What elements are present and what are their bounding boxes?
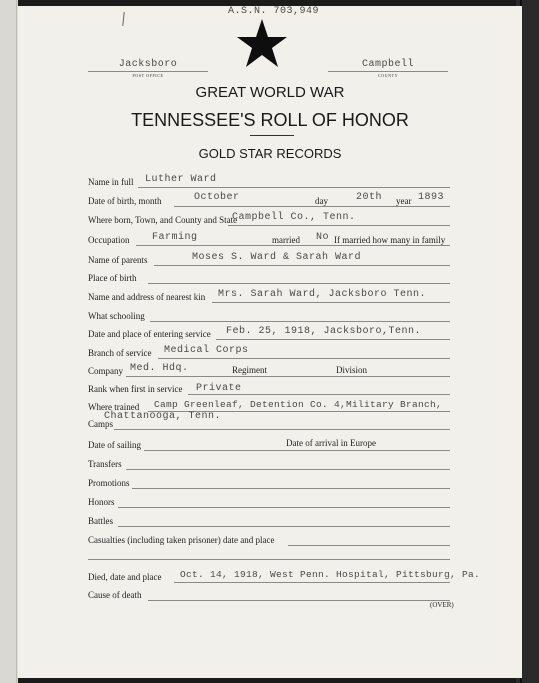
rank-label: Rank when first in service [88,384,183,394]
place-of-birth-label: Place of birth [88,273,137,283]
camps-label: Camps [88,419,114,429]
kin-value: Mrs. Sarah Ward, Jacksboro Tenn. [218,289,427,300]
occupation-value: Farming [152,232,198,243]
company-value: Med. Hdq. [130,363,189,374]
title-great-world-war: GREAT WORLD WAR [195,84,345,101]
battles-label: Battles [88,516,113,526]
died-value: Oct. 14, 1918, West Penn. Hospital, Pittsburg, Pa. [180,569,481,580]
parents-label: Name of parents [88,255,148,265]
cause-label: Cause of death [88,590,142,600]
title-roll-of-honor: TENNESSEE'S ROLL OF HONOR [131,110,409,130]
where-born-value: Campbell Co., Tenn. [232,212,356,223]
occupation-label: Occupation [88,235,130,245]
pencil-mark [122,12,124,26]
entering-label: Date and place of entering service [88,329,211,339]
where-born-label: Where born, Town, and County and State [88,215,238,225]
married-label: married [272,235,300,245]
division-label: Division [336,365,368,375]
year-label: year [396,196,412,206]
casualties-label: Casualties (including taken prisoner) date and place [88,535,275,545]
dob-month-value: October [194,192,240,203]
title-gold-star-records: GOLD STAR RECORDS [198,146,342,161]
regiment-label: Regiment [232,365,267,375]
county-value: Campbell [361,59,414,70]
transfers-label: Transfers [88,459,122,469]
name-label: Name in full [88,177,134,187]
gold-star-icon [236,18,288,68]
parents-value: Moses S. Ward & Sarah Ward [192,252,362,263]
married-value: No [316,232,330,243]
scan-margin [0,0,18,683]
branch-value: Medical Corps [164,345,249,356]
over-label: (OVER) [430,601,454,609]
branch-label: Branch of service [88,348,152,358]
entering-value: Feb. 25, 1918, Jacksboro,Tenn. [226,326,422,337]
kin-label: Name and address of nearest kin [88,292,206,302]
trained-value-line1: Camp Greenleaf, Detention Co. 4,Military Branch, [154,399,443,410]
trained-value-line2: Chattanooga, Tenn. [104,411,222,422]
day-label: day [315,196,328,206]
dob-label: Date of birth, month [88,196,162,206]
promotions-label: Promotions [88,478,130,488]
county-label: COUNTY [377,73,399,78]
arrival-label: Date of arrival in Europe [286,438,376,448]
name-value: Luther Ward [145,174,217,185]
sailing-label: Date of sailing [88,440,141,450]
married-how-many-label: If married how many in family [334,235,446,245]
trained-label: Where trained [88,402,140,412]
post-office-label: POST OFFICE [132,73,164,78]
died-label: Died, date and place [88,572,162,582]
serial-number: A.S.N. 703,949 [228,6,320,17]
honors-label: Honors [88,497,115,507]
record-card [18,6,522,678]
rank-value: Private [196,383,242,394]
dob-year-value: 1893 [418,192,445,203]
schooling-label: What schooling [88,311,145,321]
company-label: Company [88,366,123,376]
post-office-value: Jacksboro [118,59,178,70]
dob-day-value: 20th [356,192,383,203]
